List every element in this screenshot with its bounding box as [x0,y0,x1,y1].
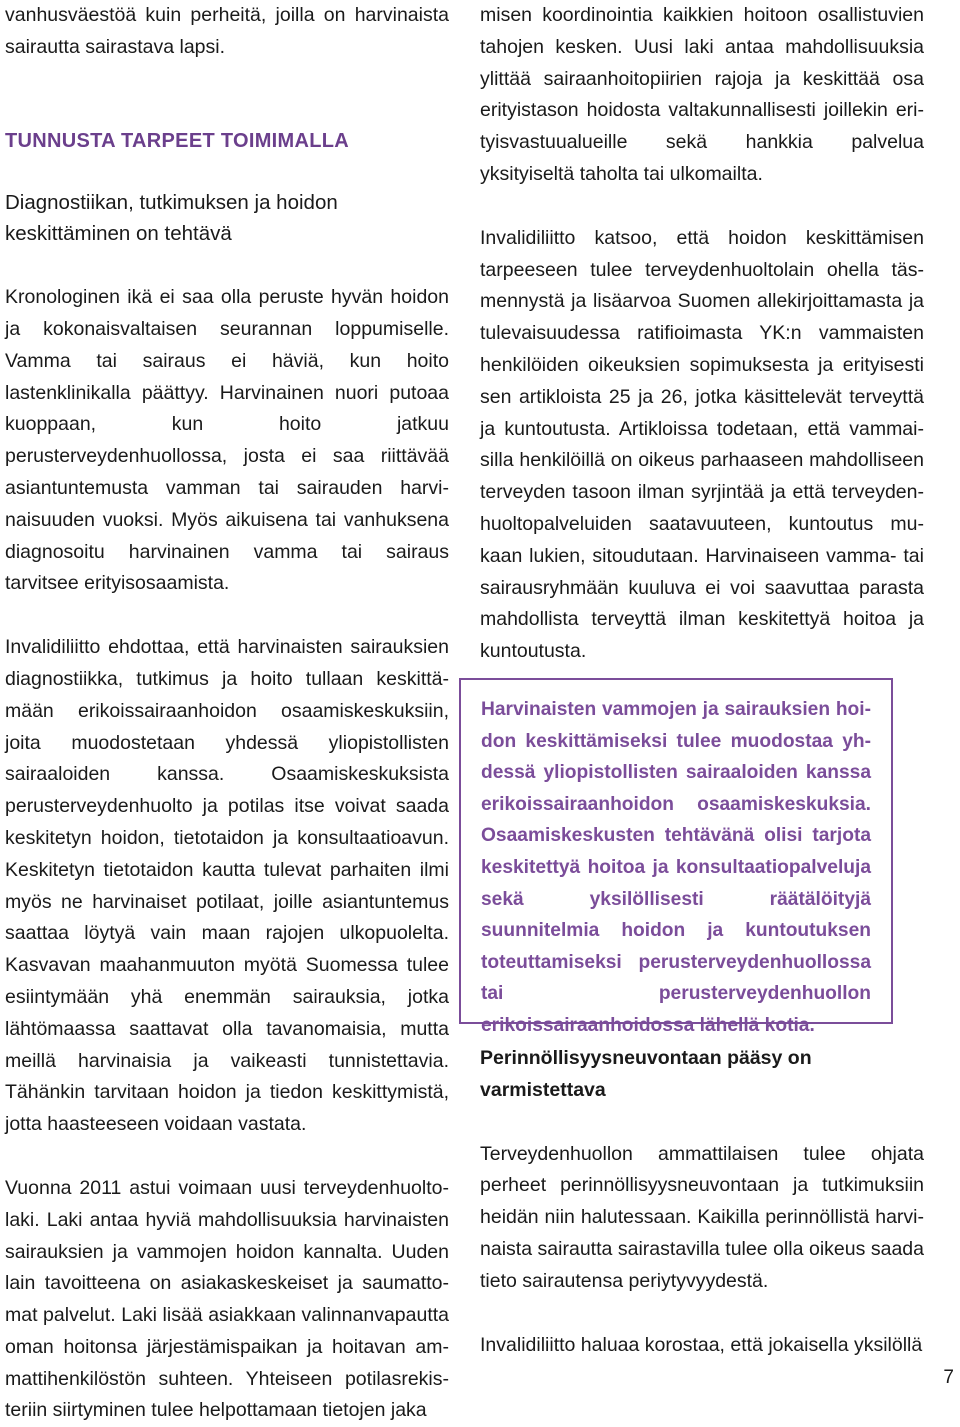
right-column-lower [480,1043,924,1361]
spacer [5,1141,449,1173]
left-paragraph-1: Kronologinen ikä ei saa olla peruste hyvän hoidon ja kokonaisvaltaisen seurannan loppumiselle. Vamma tai sairaus ei häviä, kun hoito lastenklinikalla päättyy. Harvinainen nuori putoaa kuoppaan, kun hoito jatkuu perusterveydenhuollossa, josta ei saa riittävää asiantuntemusta vamman tai sairauden harvinaisuuden vuoksi. Myös aikuisena tai vanhuksena diagnosoitu harvinainen vamma tai sairaus tarvitsee erityisosaamista. [5,286,449,595]
spacer [480,191,924,223]
left-paragraph-2: Invalidiliitto ehdottaa, että harvinaisten sairauksien diagnostiikka, tutkimus ja hoito tullaan keskittämään erikoissairaanhoidon osaamiskeskuksiin, joita muodostetaan yhdessä yliopistollisten sairaaloiden kanssa. Osaamiskeskuksista perusterveydenhuolto ja potilas itse voivat saada keskitetyn hoidon, tietotaidon ja konsultaatioavun. Keskitetyn tietotaidon kautta tulevat parhaiten ilmi myös ne harvinaiset potilaat, joille asiantuntemus saattaa löytyä vain maan rajojen ulkopuolelta. Kasvavan maahanmuuton myötä Suomessa tulee esiintymään yhä enemmän sairauksia, jotka lähtömaassa saattavat olla tavanomaisia, mutta meillä harvinaisia ja vaikeasti tunnistettavia. Tähänkin tarvitaan hoidon ja tiedon keskittymistä, jotta haasteeseen voidaan vastata. [5,636,449,1136]
left-column [5,0,449,1427]
page-number: 7 [943,1367,954,1388]
intro-paragraph: vanhusväestöä kuin perheitä, joilla on harvinaista sairautta sairastava lapsi. [5,4,449,58]
right-subheading: Perinnöllisyysneuvontaan pääsy on varmistettava [480,1047,812,1101]
right-paragraph-2: Invalidiliitto katsoo, että hoidon keskittämisen tarpeeseen tulee terveydenhuoltolain ohella täsmennystä ja lisäarvoa Suomen allekirjoittamasta ja tulevaisuudessa ratifioimasta YK:n vammaisten henkilöiden oikeuksien sopimuksesta ja erityisesti sen artikloista 25 ja 26, jotka käsittelevät terveyttä ja kuntoutusta. Artikloissa todetaan, että vammaisilla henkilöillä on oikeus parhaaseen mahdolliseen terveyden tasoon ilman syrjintää ja että terveydenhuoltopalveluiden saatavuuteen, kuntoutus mukaan lukien, sitoudutaan. Harvinaiseen vamma- tai sairausryhmään kuuluva ei voi saavuttaa parasta mahdollista terveyttä ilman keskitettyä hoitoa ja kuntoutusta. [480,226,924,663]
right-paragraph-4: Invalidiliitto haluaa korostaa, että jokaisella yksilöllä [480,1333,923,1356]
right-paragraph-3: Terveydenhuollon ammattilaisen tulee ohjata perheet perinnöllisyysneuvontaan ja tutkimuksiin heidän niin halutessaan. Kaikilla perinnöllistä harvinaista sairautta sairastavilla tulee olla oikeus saada tieto sairautensa periytyvyydestä. [480,1142,924,1292]
right-column [480,0,924,668]
left-subheading: Diagnostiikan, tutkimuksen ja hoidon keskittäminen on tehtävä [5,190,338,246]
highlight-text: Harvinaisten vammojen ja sairauksien hoidon keskittämiseksi tulee muodostaa yhdessä yliopistollisten sairaaloiden kanssa erikoissairaanhoidon osaamiskeskuksia. Osaamiskeskusten tehtävänä olisi tarjota keskitettyä hoitoa ja konsultaatiopalveluja sekä yksilöllisesti räätälöityjä suunnitelmia hoidon ja kuntoutuksen toteuttamiseksi perusterveydenhuollossa tai perusterveydenhuollon erikoissairaanhoidossa lähellä kotia. [481,699,871,1036]
left-paragraph-3: Vuonna 2011 astui voimaan uusi terveydenhuoltolaki. Laki antaa hyviä mahdollisuuksia harvinaisten sairauksien ja vammojen hoidon kannalta. Uuden lain tavoitteena on asiakaskeskeiset ja saumattomat palvelut. Laki lisää asiakkaan valinnanvapautta oman hoitonsa järjestämispaikan ja hoitavan ammattihenkilöstön suhteen. Yhteiseen potilasrekisteriin siirtyminen tulee helpottamaan tietojen jaka [5,1176,449,1422]
section-title: TUNNUSTA TARPEET TOIMIMALLA [5,129,349,152]
spacer [480,1107,924,1139]
highlight-box [459,678,893,1036]
right-paragraph-1: misen koordinointia kaikkien hoitoon osallistuvien tahojen kesken. Uusi laki antaa mahdollisuuksia ylittää sairaanhoitopiirien rajoja ja keskittää osa erityistason hoidosta valtakunnallisesti joillekin erityisvastuualueille sekä hankkia palvelua yksityiseltä taholta tai ulkomailta. [480,4,924,185]
spacer [5,600,449,632]
spacer [480,1298,924,1330]
